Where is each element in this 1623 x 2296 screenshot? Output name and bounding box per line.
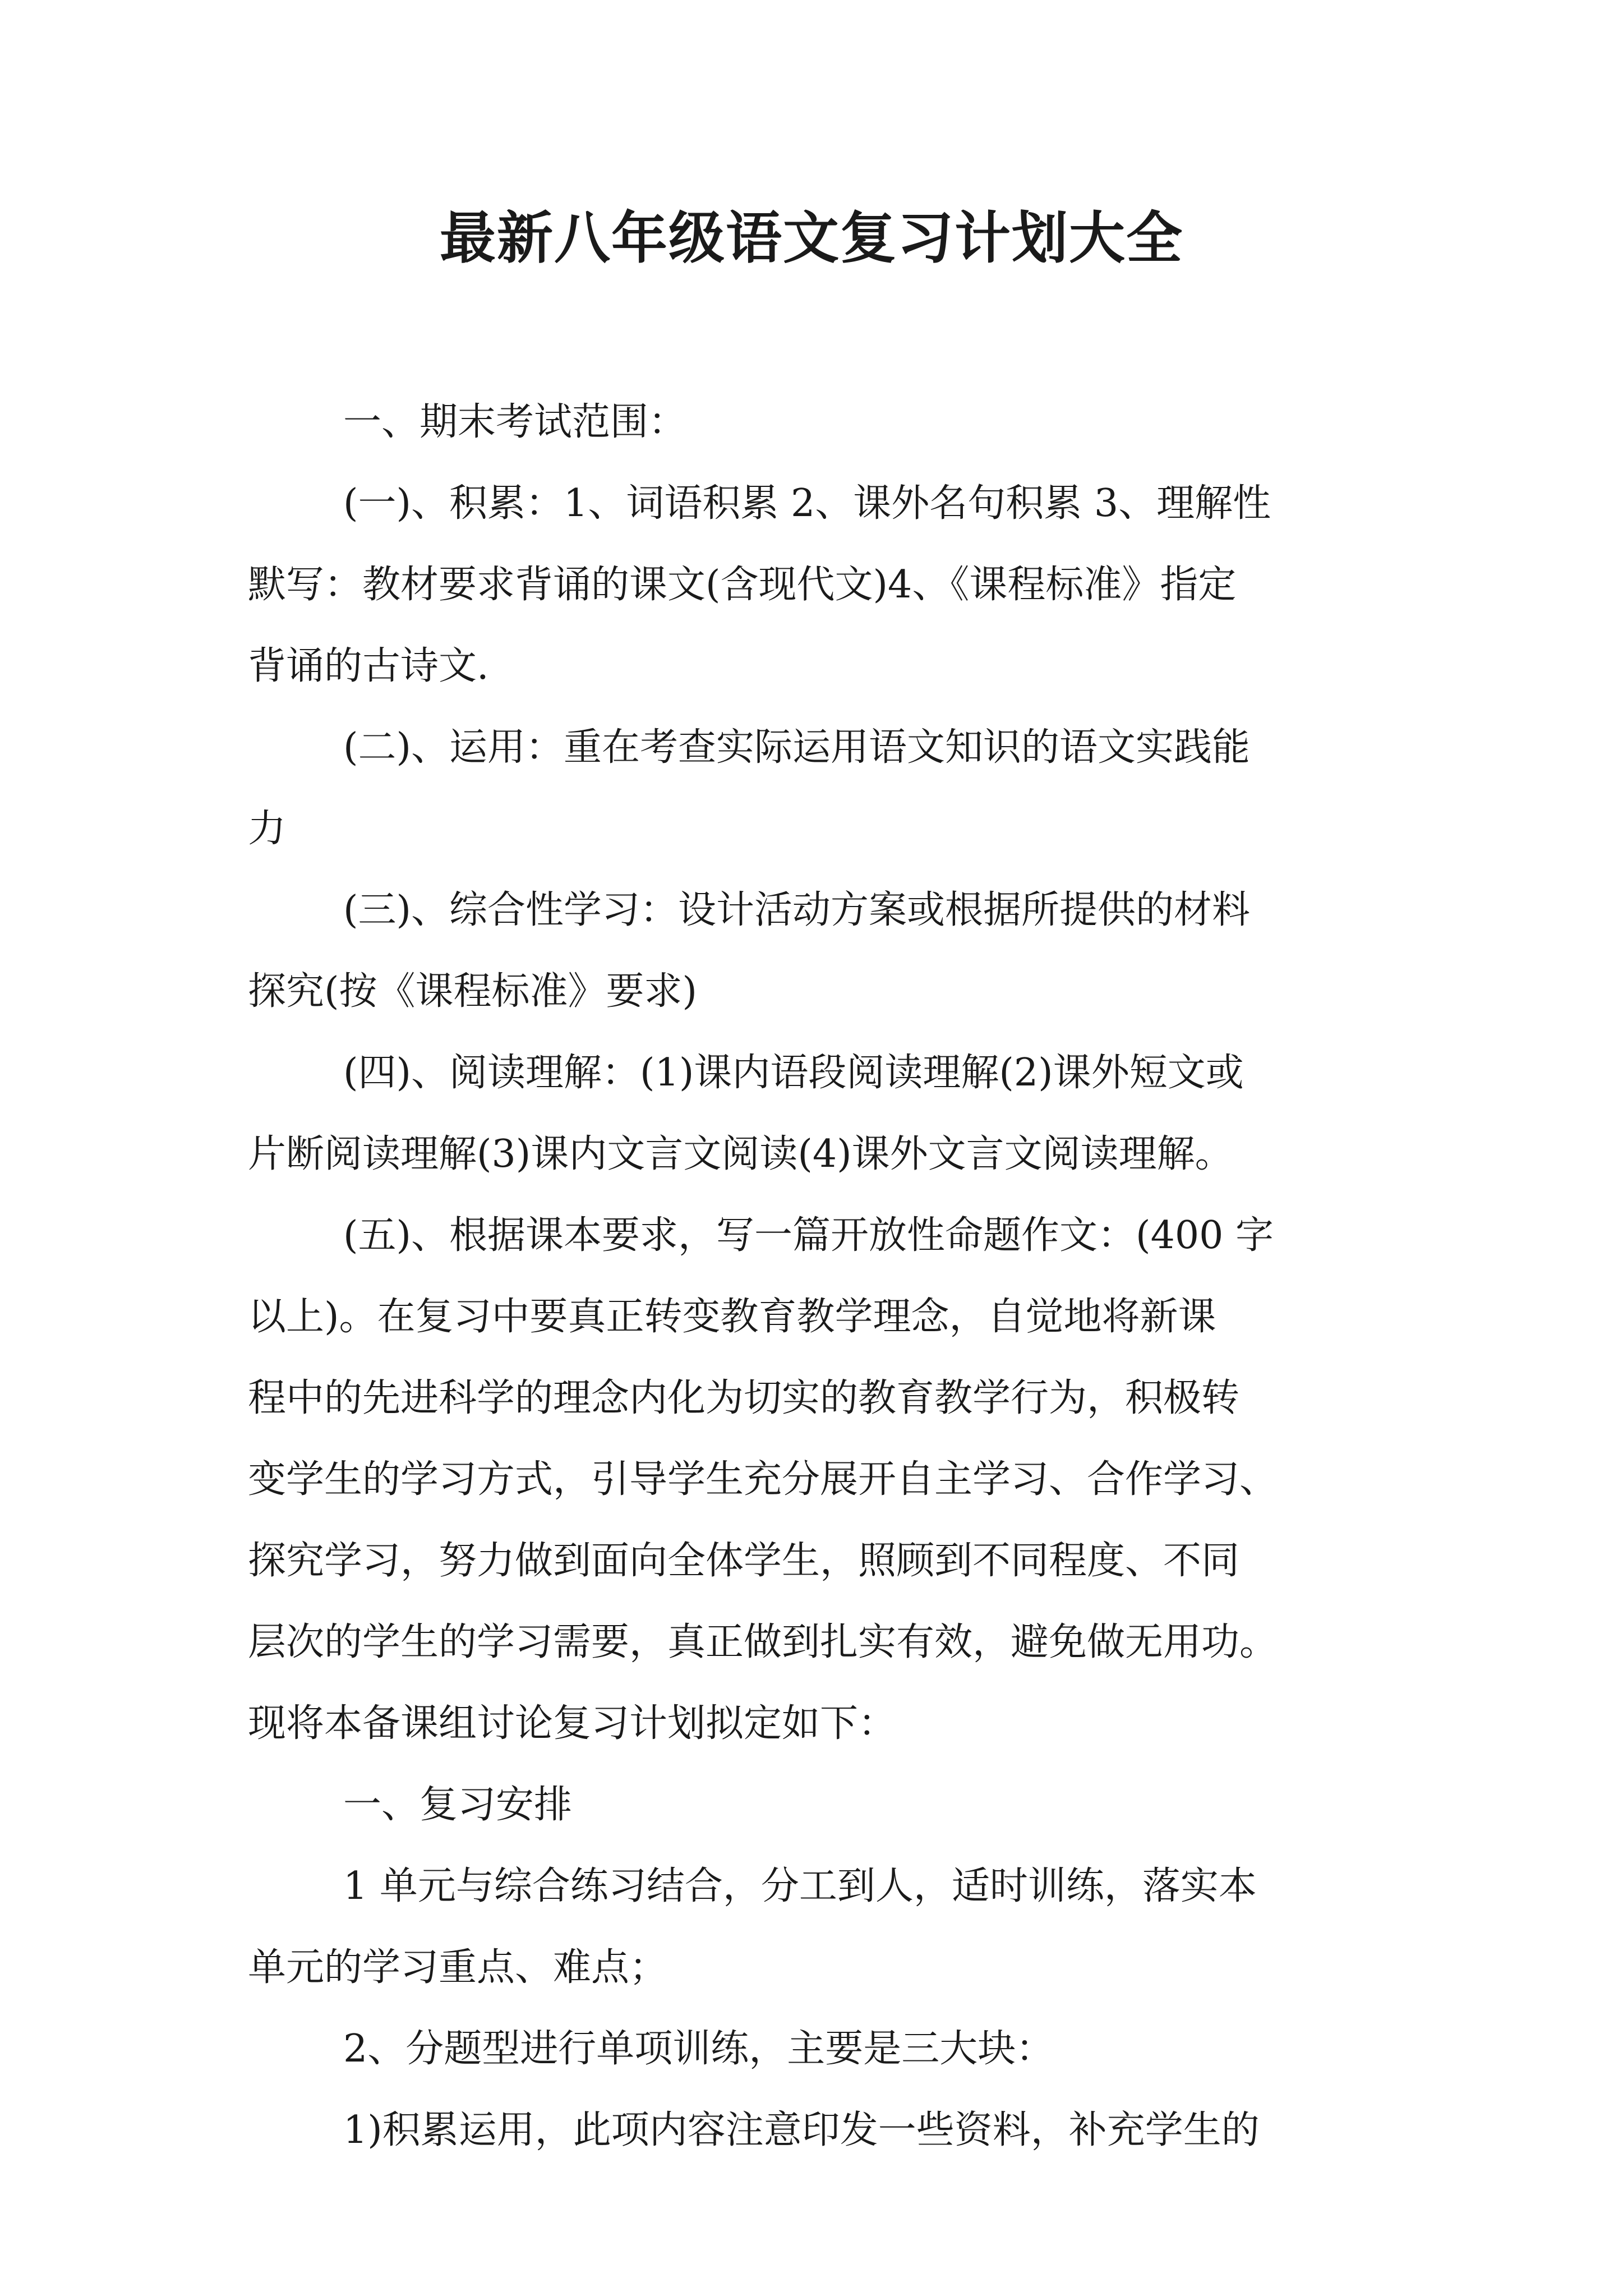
- paragraph-line: 片断阅读理解(3)课内文言文阅读(4)课外文言文阅读理解。: [248, 1132, 1233, 1176]
- paragraph-line: 变学生的学习方式，引导学生充分展开自主学习、合作学习、: [248, 1457, 1278, 1502]
- paragraph-line: (一)、积累：1、词语积累 2、课外名句积累 3、理解性: [343, 481, 1271, 526]
- paragraph-line: (五)、根据课本要求，写一篇开放性命题作文：(400 字: [343, 1213, 1274, 1258]
- paragraph-line: 一、期末考试范围：: [343, 400, 687, 444]
- paragraph-line: 默写：教材要求背诵的课文(含现代文)4、《课程标准》指定: [248, 563, 1237, 607]
- paragraph-line: (二)、运用：重在考查实际运用语文知识的语文实践能: [343, 725, 1251, 770]
- document-body: [248, 381, 1381, 2171]
- paragraph-line: 探究(按《课程标准》要求): [248, 969, 698, 1014]
- paragraph-line: 2、分题型进行单项训练，主要是三大块：: [343, 2027, 1054, 2071]
- paragraph-line: 力: [248, 807, 287, 851]
- paragraph-line: 程中的先进科学的理念内化为切实的教育教学行为，积极转: [248, 1376, 1240, 1420]
- paragraph-line: 一、复习安排: [343, 1783, 573, 1827]
- paragraph-line: 1 单元与综合练习结合，分工到人，适时训练，落实本: [343, 1864, 1257, 1908]
- paragraph-line: 背诵的古诗文.: [248, 644, 489, 688]
- paragraph-line: 1)积累运用，此项内容注意印发一些资料，补充学生的: [343, 2108, 1260, 2152]
- document-title: 最新八年级语文复习计划大全: [440, 205, 1183, 271]
- paragraph-line: 以上)。在复习中要真正转变教育教学理念，自觉地将新课: [248, 1295, 1216, 1339]
- paragraph-line: (四)、阅读理解：(1)课内语段阅读理解(2)课外短文或: [343, 1051, 1244, 1095]
- paragraph-line: 层次的学生的学习需要，真正做到扎实有效，避免做无用功。: [248, 1620, 1278, 1664]
- paragraph-line: (三)、综合性学习：设计活动方案或根据所提供的材料: [343, 888, 1251, 932]
- paragraph-line: 现将本备课组讨论复习计划拟定如下：: [248, 1701, 897, 1746]
- paragraph-line: 探究学习，努力做到面向全体学生，照顾到不同程度、不同: [248, 1539, 1240, 1583]
- paragraph-line: 单元的学习重点、难点；: [248, 1945, 668, 1990]
